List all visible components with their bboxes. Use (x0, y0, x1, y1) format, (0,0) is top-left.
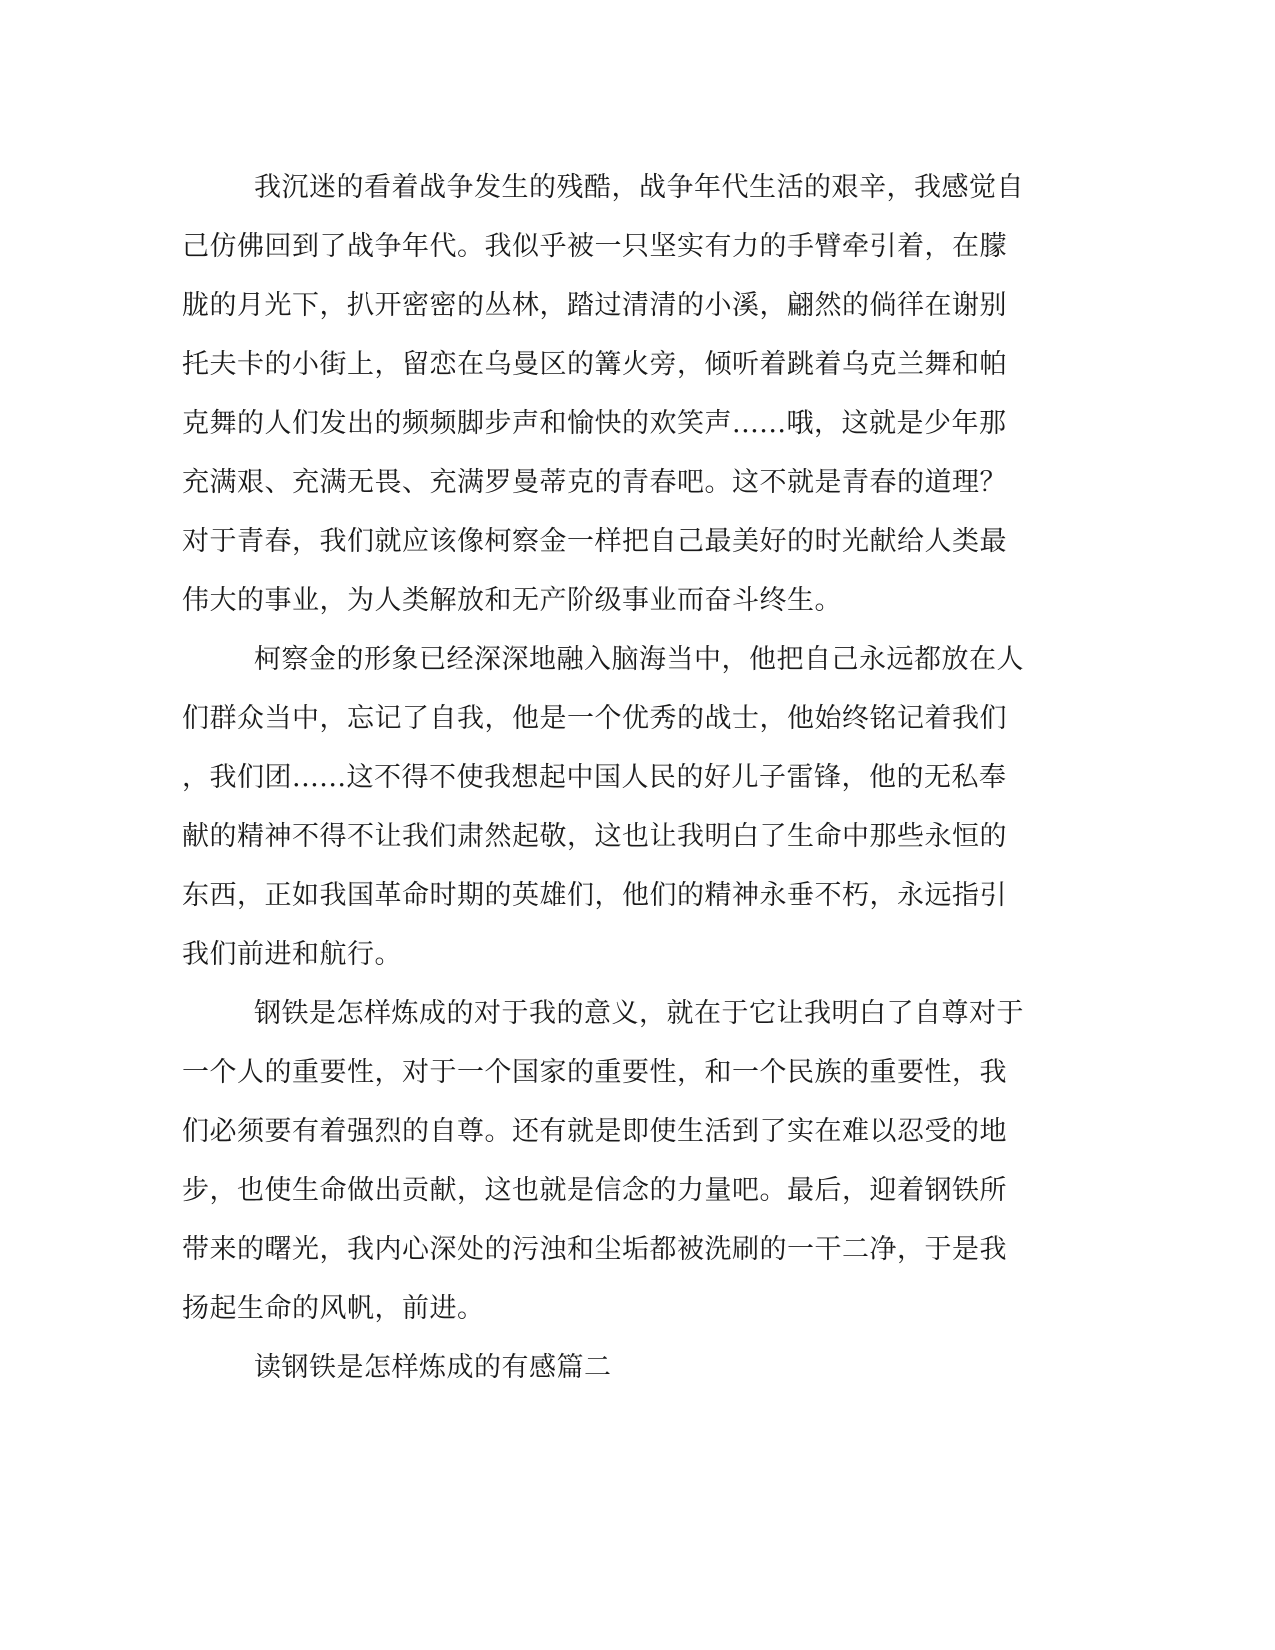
document-body (182, 158, 1032, 1397)
text-line: 步，也使生命做出贡献，这也就是信念的力量吧。最后，迎着钢铁所 (182, 1175, 1007, 1206)
text-line: 己仿佛回到了战争年代。我似乎被一只坚实有力的手臂牵引着，在朦 (182, 231, 1007, 262)
text-line: 们必须要有着强烈的自尊。还有就是即使生活到了实在难以忍受的地 (182, 1116, 1007, 1147)
text-line: 柯察金的形象已经深深地融入脑海当中，他把自己永远都放在人 (254, 644, 1024, 675)
text-line: 伟大的事业，为人类解放和无产阶级事业而奋斗终生。 (182, 585, 842, 616)
text-line: 一个人的重要性，对于一个国家的重要性，和一个民族的重要性，我 (182, 1057, 1007, 1088)
text-line: 扬起生命的风帆，前进。 (182, 1293, 485, 1324)
paragraph-1 (182, 158, 1032, 630)
text-line: 钢铁是怎样炼成的对于我的意义，就在于它让我明白了自尊对于 (254, 998, 1024, 1029)
text-line: 带来的曙光，我内心深处的污浊和尘垢都被洗刷的一干二净，于是我 (182, 1234, 1007, 1265)
text-line: 我沉迷的看着战争发生的残酷，战争年代生活的艰辛，我感觉自 (254, 172, 1024, 203)
paragraph-2 (182, 630, 1032, 984)
text-line: 东西，正如我国革命时期的英雄们，他们的精神永垂不朽，永远指引 (182, 880, 1007, 911)
text-line: 们群众当中，忘记了自我，他是一个优秀的战士，他始终铭记着我们 (182, 703, 1007, 734)
text-line: 克舞的人们发出的频频脚步声和愉快的欢笑声......哦，这就是少年那 (182, 408, 1007, 439)
text-line: ，我们团......这不得不使我想起中国人民的好儿子雷锋，他的无私奉 (182, 762, 1007, 793)
heading-line: 读钢铁是怎样炼成的有感篇二 (254, 1352, 612, 1383)
section-heading (182, 1338, 1032, 1397)
text-line: 对于青春，我们就应该像柯察金一样把自己最美好的时光献给人类最 (182, 526, 1007, 557)
text-line: 充满艰、充满无畏、充满罗曼蒂克的青春吧。这不就是青春的道理？ (182, 467, 1007, 498)
text-line: 我们前进和航行。 (182, 939, 402, 970)
paragraph-3 (182, 984, 1032, 1338)
text-line: 托夫卡的小街上，留恋在乌曼区的篝火旁，倾听着跳着乌克兰舞和帕 (182, 349, 1007, 380)
text-line: 胧的月光下，扒开密密的丛林，踏过清清的小溪，翩然的倘徉在谢别 (182, 290, 1007, 321)
text-line: 献的精神不得不让我们肃然起敬，这也让我明白了生命中那些永恒的 (182, 821, 1007, 852)
